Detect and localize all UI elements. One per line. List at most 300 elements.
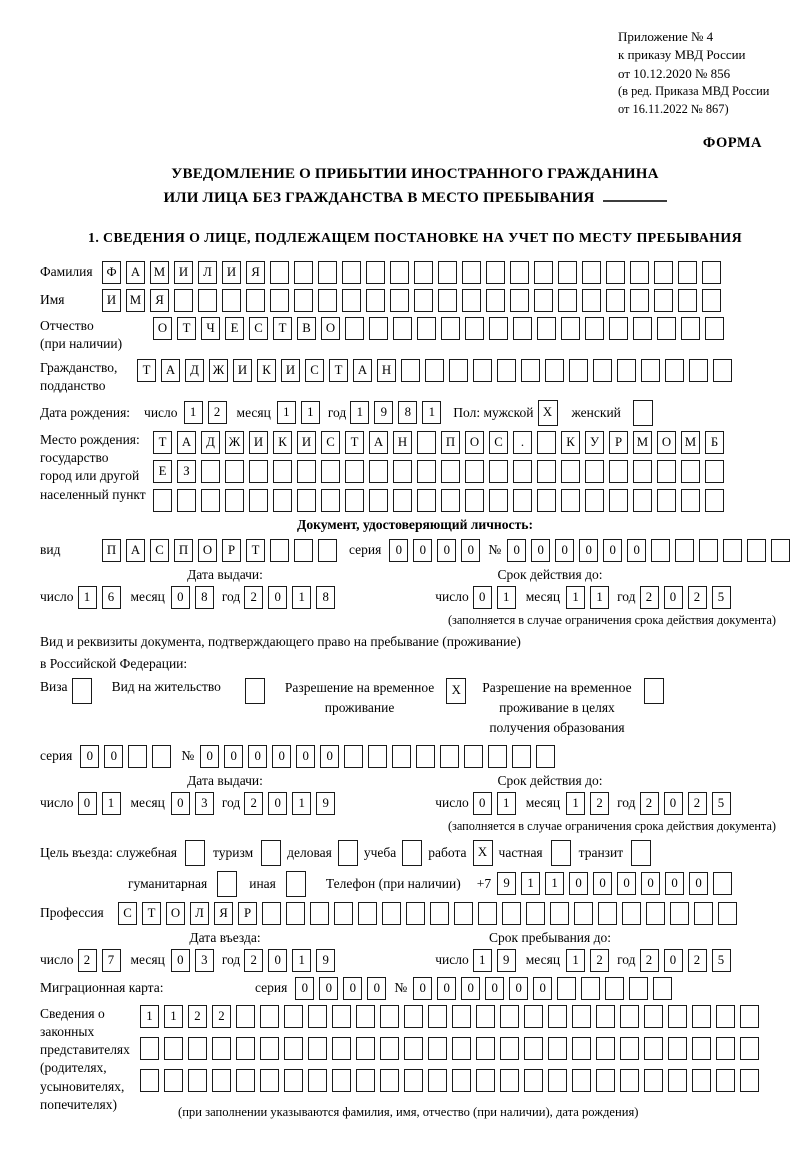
char-box[interactable]: С (305, 359, 324, 382)
char-box[interactable] (651, 539, 670, 562)
char-box[interactable] (716, 1069, 735, 1092)
char-box[interactable]: А (126, 539, 145, 562)
char-box[interactable]: 0 (268, 792, 287, 815)
char-box[interactable] (574, 902, 593, 925)
char-box[interactable]: 0 (641, 872, 660, 895)
char-box[interactable] (260, 1069, 279, 1092)
char-box[interactable] (581, 977, 600, 1000)
char-box[interactable] (152, 745, 171, 768)
char-box[interactable]: А (177, 431, 196, 454)
char-box[interactable]: 8 (316, 586, 335, 609)
char-box[interactable]: 1 (277, 401, 296, 424)
char-box[interactable] (414, 289, 433, 312)
char-box[interactable] (249, 460, 268, 483)
char-box[interactable]: 2 (640, 586, 659, 609)
char-box[interactable] (692, 1069, 711, 1092)
char-box[interactable] (534, 261, 553, 284)
char-box[interactable]: 0 (319, 977, 338, 1000)
char-box[interactable]: 1 (184, 401, 203, 424)
char-box[interactable] (521, 359, 540, 382)
char-box[interactable] (382, 902, 401, 925)
char-box[interactable]: Д (185, 359, 204, 382)
char-box[interactable] (417, 317, 436, 340)
char-box[interactable]: 0 (437, 539, 456, 562)
char-box[interactable]: 0 (413, 977, 432, 1000)
char-box[interactable]: 5 (712, 586, 731, 609)
char-box[interactable] (260, 1005, 279, 1028)
char-box[interactable] (462, 289, 481, 312)
char-box[interactable] (345, 489, 364, 512)
char-box[interactable] (646, 902, 665, 925)
char-box[interactable] (654, 289, 673, 312)
char-box[interactable] (665, 359, 684, 382)
char-box[interactable] (705, 489, 724, 512)
char-box[interactable]: Ф (102, 261, 121, 284)
char-box[interactable] (675, 539, 694, 562)
char-box[interactable] (380, 1005, 399, 1028)
char-box[interactable]: 1 (497, 792, 516, 815)
char-box[interactable]: 8 (195, 586, 214, 609)
char-box[interactable] (713, 872, 732, 895)
char-box[interactable]: 0 (224, 745, 243, 768)
char-box[interactable]: М (150, 261, 169, 284)
char-box[interactable]: О (465, 431, 484, 454)
char-box[interactable] (622, 902, 641, 925)
char-box[interactable] (718, 902, 737, 925)
char-box[interactable] (536, 745, 555, 768)
char-box[interactable]: 0 (617, 872, 636, 895)
char-box[interactable]: 0 (555, 539, 574, 562)
char-box[interactable]: 0 (171, 949, 190, 972)
char-box[interactable] (441, 317, 460, 340)
char-box[interactable] (476, 1037, 495, 1060)
char-box[interactable]: 2 (640, 792, 659, 815)
char-box[interactable]: 0 (389, 539, 408, 562)
char-box[interactable] (500, 1037, 519, 1060)
char-box[interactable]: А (161, 359, 180, 382)
char-box[interactable]: П (441, 431, 460, 454)
char-box[interactable]: 0 (531, 539, 550, 562)
char-box[interactable] (318, 289, 337, 312)
char-box[interactable] (723, 539, 742, 562)
char-box[interactable] (438, 289, 457, 312)
char-box[interactable] (425, 359, 444, 382)
char-box[interactable] (582, 261, 601, 284)
char-box[interactable] (334, 902, 353, 925)
char-box[interactable] (561, 489, 580, 512)
char-box[interactable]: О (153, 317, 172, 340)
char-box[interactable] (585, 489, 604, 512)
char-box[interactable] (321, 460, 340, 483)
char-box[interactable]: 2 (688, 949, 707, 972)
char-box[interactable] (572, 1037, 591, 1060)
char-box[interactable] (393, 317, 412, 340)
char-box[interactable]: Р (609, 431, 628, 454)
char-box[interactable]: 5 (712, 949, 731, 972)
char-box[interactable]: 0 (509, 977, 528, 1000)
char-box[interactable] (572, 1005, 591, 1028)
char-box[interactable]: 2 (244, 586, 263, 609)
char-box[interactable]: 2 (208, 401, 227, 424)
char-box[interactable] (390, 261, 409, 284)
char-box[interactable]: А (353, 359, 372, 382)
char-box[interactable] (438, 261, 457, 284)
char-box[interactable] (308, 1037, 327, 1060)
char-box[interactable] (462, 261, 481, 284)
char-box[interactable]: Я (214, 902, 233, 925)
char-box[interactable]: 2 (244, 792, 263, 815)
char-box[interactable] (284, 1005, 303, 1028)
char-box[interactable]: 1 (566, 586, 585, 609)
char-box[interactable] (428, 1069, 447, 1092)
char-box[interactable] (598, 902, 617, 925)
char-box[interactable] (476, 1005, 495, 1028)
char-box[interactable] (486, 261, 505, 284)
char-box[interactable]: Т (246, 539, 265, 562)
char-box[interactable] (392, 745, 411, 768)
char-box[interactable] (510, 289, 529, 312)
char-box[interactable]: П (174, 539, 193, 562)
char-box[interactable]: 1 (521, 872, 540, 895)
char-box[interactable]: М (126, 289, 145, 312)
char-box[interactable] (694, 902, 713, 925)
char-box[interactable] (476, 1069, 495, 1092)
char-box[interactable] (249, 489, 268, 512)
char-box[interactable] (465, 489, 484, 512)
char-box[interactable]: 0 (461, 539, 480, 562)
char-box[interactable]: 0 (665, 872, 684, 895)
char-box[interactable] (270, 289, 289, 312)
char-box[interactable] (188, 1037, 207, 1060)
char-box[interactable] (404, 1069, 423, 1092)
char-box[interactable] (284, 1069, 303, 1092)
char-box[interactable]: Ж (209, 359, 228, 382)
char-box[interactable]: Т (153, 431, 172, 454)
char-box[interactable] (452, 1037, 471, 1060)
char-box[interactable] (537, 489, 556, 512)
char-box[interactable] (558, 261, 577, 284)
char-box[interactable]: 1 (566, 792, 585, 815)
char-box[interactable]: 0 (473, 792, 492, 815)
char-box[interactable] (338, 840, 358, 866)
char-box[interactable]: В (297, 317, 316, 340)
char-box[interactable] (246, 289, 265, 312)
char-box[interactable] (716, 1037, 735, 1060)
char-box[interactable]: К (273, 431, 292, 454)
char-box[interactable]: К (561, 431, 580, 454)
char-box[interactable]: И (233, 359, 252, 382)
char-box[interactable]: 0 (437, 977, 456, 1000)
char-box[interactable]: 2 (688, 792, 707, 815)
char-box[interactable] (606, 289, 625, 312)
char-box[interactable] (201, 460, 220, 483)
char-box[interactable]: X (473, 840, 493, 866)
char-box[interactable] (692, 1005, 711, 1028)
char-box[interactable] (321, 489, 340, 512)
char-box[interactable] (633, 317, 652, 340)
char-box[interactable] (596, 1037, 615, 1060)
char-box[interactable] (633, 489, 652, 512)
char-box[interactable] (369, 317, 388, 340)
char-box[interactable] (513, 460, 532, 483)
char-box[interactable] (225, 489, 244, 512)
char-box[interactable]: 2 (590, 792, 609, 815)
char-box[interactable] (441, 489, 460, 512)
char-box[interactable] (417, 489, 436, 512)
char-box[interactable]: Л (190, 902, 209, 925)
char-box[interactable]: И (249, 431, 268, 454)
char-box[interactable] (620, 1037, 639, 1060)
char-box[interactable]: 7 (102, 949, 121, 972)
char-box[interactable] (678, 261, 697, 284)
char-box[interactable] (294, 539, 313, 562)
char-box[interactable]: 9 (497, 872, 516, 895)
char-box[interactable] (771, 539, 790, 562)
char-box[interactable]: 0 (343, 977, 362, 1000)
char-box[interactable]: 0 (593, 872, 612, 895)
char-box[interactable]: 1 (301, 401, 320, 424)
char-box[interactable] (681, 460, 700, 483)
char-box[interactable] (524, 1005, 543, 1028)
char-box[interactable] (390, 289, 409, 312)
char-box[interactable] (310, 902, 329, 925)
char-box[interactable]: 1 (292, 949, 311, 972)
char-box[interactable] (654, 261, 673, 284)
char-box[interactable]: 0 (367, 977, 386, 1000)
char-box[interactable] (606, 261, 625, 284)
char-box[interactable] (342, 289, 361, 312)
char-box[interactable]: Т (137, 359, 156, 382)
char-box[interactable] (740, 1005, 759, 1028)
char-box[interactable] (657, 460, 676, 483)
char-box[interactable] (557, 977, 576, 1000)
char-box[interactable] (358, 902, 377, 925)
char-box[interactable] (217, 871, 237, 897)
char-box[interactable] (212, 1069, 231, 1092)
char-box[interactable]: 0 (171, 792, 190, 815)
char-box[interactable] (489, 460, 508, 483)
char-box[interactable] (524, 1069, 543, 1092)
char-box[interactable]: Т (329, 359, 348, 382)
char-box[interactable]: 0 (78, 792, 97, 815)
char-box[interactable] (428, 1005, 447, 1028)
char-box[interactable] (308, 1069, 327, 1092)
char-box[interactable]: 5 (712, 792, 731, 815)
char-box[interactable]: О (657, 431, 676, 454)
char-box[interactable]: 0 (320, 745, 339, 768)
char-box[interactable] (260, 1037, 279, 1060)
char-box[interactable] (657, 489, 676, 512)
char-box[interactable]: 8 (398, 401, 417, 424)
char-box[interactable] (222, 289, 241, 312)
char-box[interactable]: 0 (579, 539, 598, 562)
char-box[interactable]: А (126, 261, 145, 284)
char-box[interactable]: 0 (664, 949, 683, 972)
char-box[interactable]: Ч (201, 317, 220, 340)
char-box[interactable]: 1 (102, 792, 121, 815)
char-box[interactable] (629, 977, 648, 1000)
char-box[interactable] (486, 289, 505, 312)
char-box[interactable]: 0 (200, 745, 219, 768)
char-box[interactable]: 2 (212, 1005, 231, 1028)
char-box[interactable]: 1 (590, 586, 609, 609)
char-box[interactable]: М (633, 431, 652, 454)
char-box[interactable] (644, 1005, 663, 1028)
char-box[interactable] (502, 902, 521, 925)
char-box[interactable]: 2 (188, 1005, 207, 1028)
char-box[interactable]: 1 (545, 872, 564, 895)
char-box[interactable] (416, 745, 435, 768)
char-box[interactable]: Л (198, 261, 217, 284)
char-box[interactable]: С (321, 431, 340, 454)
char-box[interactable]: X (446, 678, 466, 704)
char-box[interactable] (537, 460, 556, 483)
char-box[interactable] (716, 1005, 735, 1028)
char-box[interactable] (681, 489, 700, 512)
char-box[interactable] (236, 1037, 255, 1060)
char-box[interactable] (537, 431, 556, 454)
char-box[interactable] (417, 460, 436, 483)
char-box[interactable]: 0 (603, 539, 622, 562)
char-box[interactable] (572, 1069, 591, 1092)
char-box[interactable] (633, 400, 653, 426)
char-box[interactable]: Т (142, 902, 161, 925)
char-box[interactable]: 2 (78, 949, 97, 972)
char-box[interactable] (548, 1037, 567, 1060)
char-box[interactable]: Е (153, 460, 172, 483)
char-box[interactable] (678, 289, 697, 312)
char-box[interactable]: 0 (268, 586, 287, 609)
char-box[interactable] (404, 1037, 423, 1060)
char-box[interactable]: 0 (461, 977, 480, 1000)
char-box[interactable]: 0 (485, 977, 504, 1000)
char-box[interactable] (569, 359, 588, 382)
char-box[interactable]: 1 (164, 1005, 183, 1028)
char-box[interactable] (465, 460, 484, 483)
char-box[interactable] (308, 1005, 327, 1028)
char-box[interactable]: 1 (292, 792, 311, 815)
char-box[interactable] (561, 317, 580, 340)
char-box[interactable] (261, 840, 281, 866)
char-box[interactable]: 1 (497, 586, 516, 609)
char-box[interactable] (617, 359, 636, 382)
char-box[interactable] (705, 317, 724, 340)
char-box[interactable] (596, 1069, 615, 1092)
char-box[interactable] (653, 977, 672, 1000)
char-box[interactable]: 2 (640, 949, 659, 972)
char-box[interactable] (668, 1069, 687, 1092)
char-box[interactable]: 3 (195, 949, 214, 972)
char-box[interactable]: 0 (473, 586, 492, 609)
char-box[interactable] (332, 1037, 351, 1060)
char-box[interactable] (128, 745, 147, 768)
char-box[interactable] (368, 745, 387, 768)
char-box[interactable]: 0 (507, 539, 526, 562)
char-box[interactable] (689, 359, 708, 382)
char-box[interactable] (464, 745, 483, 768)
char-box[interactable] (550, 902, 569, 925)
char-box[interactable] (404, 1005, 423, 1028)
char-box[interactable] (497, 359, 516, 382)
char-box[interactable] (356, 1069, 375, 1092)
char-box[interactable] (630, 289, 649, 312)
char-box[interactable]: 9 (374, 401, 393, 424)
char-box[interactable] (198, 289, 217, 312)
char-box[interactable] (582, 289, 601, 312)
char-box[interactable]: С (249, 317, 268, 340)
char-box[interactable] (489, 317, 508, 340)
char-box[interactable]: С (150, 539, 169, 562)
char-box[interactable] (478, 902, 497, 925)
char-box[interactable] (297, 460, 316, 483)
char-box[interactable] (393, 489, 412, 512)
char-box[interactable]: Я (150, 289, 169, 312)
char-box[interactable]: 2 (590, 949, 609, 972)
char-box[interactable] (318, 539, 337, 562)
char-box[interactable] (286, 871, 306, 897)
char-box[interactable]: Т (177, 317, 196, 340)
char-box[interactable] (366, 289, 385, 312)
char-box[interactable] (356, 1005, 375, 1028)
char-box[interactable] (286, 902, 305, 925)
char-box[interactable] (273, 489, 292, 512)
char-box[interactable] (609, 489, 628, 512)
char-box[interactable] (740, 1037, 759, 1060)
char-box[interactable]: 0 (268, 949, 287, 972)
char-box[interactable]: У (585, 431, 604, 454)
char-box[interactable]: 0 (171, 586, 190, 609)
char-box[interactable] (705, 460, 724, 483)
char-box[interactable] (644, 1037, 663, 1060)
char-box[interactable]: 0 (689, 872, 708, 895)
char-box[interactable] (644, 1069, 663, 1092)
char-box[interactable] (188, 1069, 207, 1092)
char-box[interactable] (747, 539, 766, 562)
char-box[interactable] (380, 1037, 399, 1060)
char-box[interactable] (236, 1069, 255, 1092)
char-box[interactable]: 1 (78, 586, 97, 609)
char-box[interactable] (596, 1005, 615, 1028)
char-box[interactable]: 0 (80, 745, 99, 768)
char-box[interactable] (513, 489, 532, 512)
char-box[interactable] (414, 261, 433, 284)
char-box[interactable] (699, 539, 718, 562)
char-box[interactable] (369, 489, 388, 512)
char-box[interactable]: 0 (104, 745, 123, 768)
char-box[interactable] (440, 745, 459, 768)
char-box[interactable] (332, 1069, 351, 1092)
char-box[interactable] (270, 261, 289, 284)
char-box[interactable] (510, 261, 529, 284)
char-box[interactable]: 0 (272, 745, 291, 768)
char-box[interactable] (344, 745, 363, 768)
char-box[interactable] (401, 359, 420, 382)
char-box[interactable]: Р (238, 902, 257, 925)
char-box[interactable] (393, 460, 412, 483)
char-box[interactable] (526, 902, 545, 925)
char-box[interactable] (236, 1005, 255, 1028)
char-box[interactable] (366, 261, 385, 284)
char-box[interactable]: 0 (296, 745, 315, 768)
char-box[interactable]: 0 (533, 977, 552, 1000)
char-box[interactable] (430, 902, 449, 925)
char-box[interactable]: 1 (350, 401, 369, 424)
char-box[interactable] (417, 431, 436, 454)
char-box[interactable]: 2 (688, 586, 707, 609)
char-box[interactable] (702, 289, 721, 312)
char-box[interactable] (713, 359, 732, 382)
char-box[interactable]: П (102, 539, 121, 562)
